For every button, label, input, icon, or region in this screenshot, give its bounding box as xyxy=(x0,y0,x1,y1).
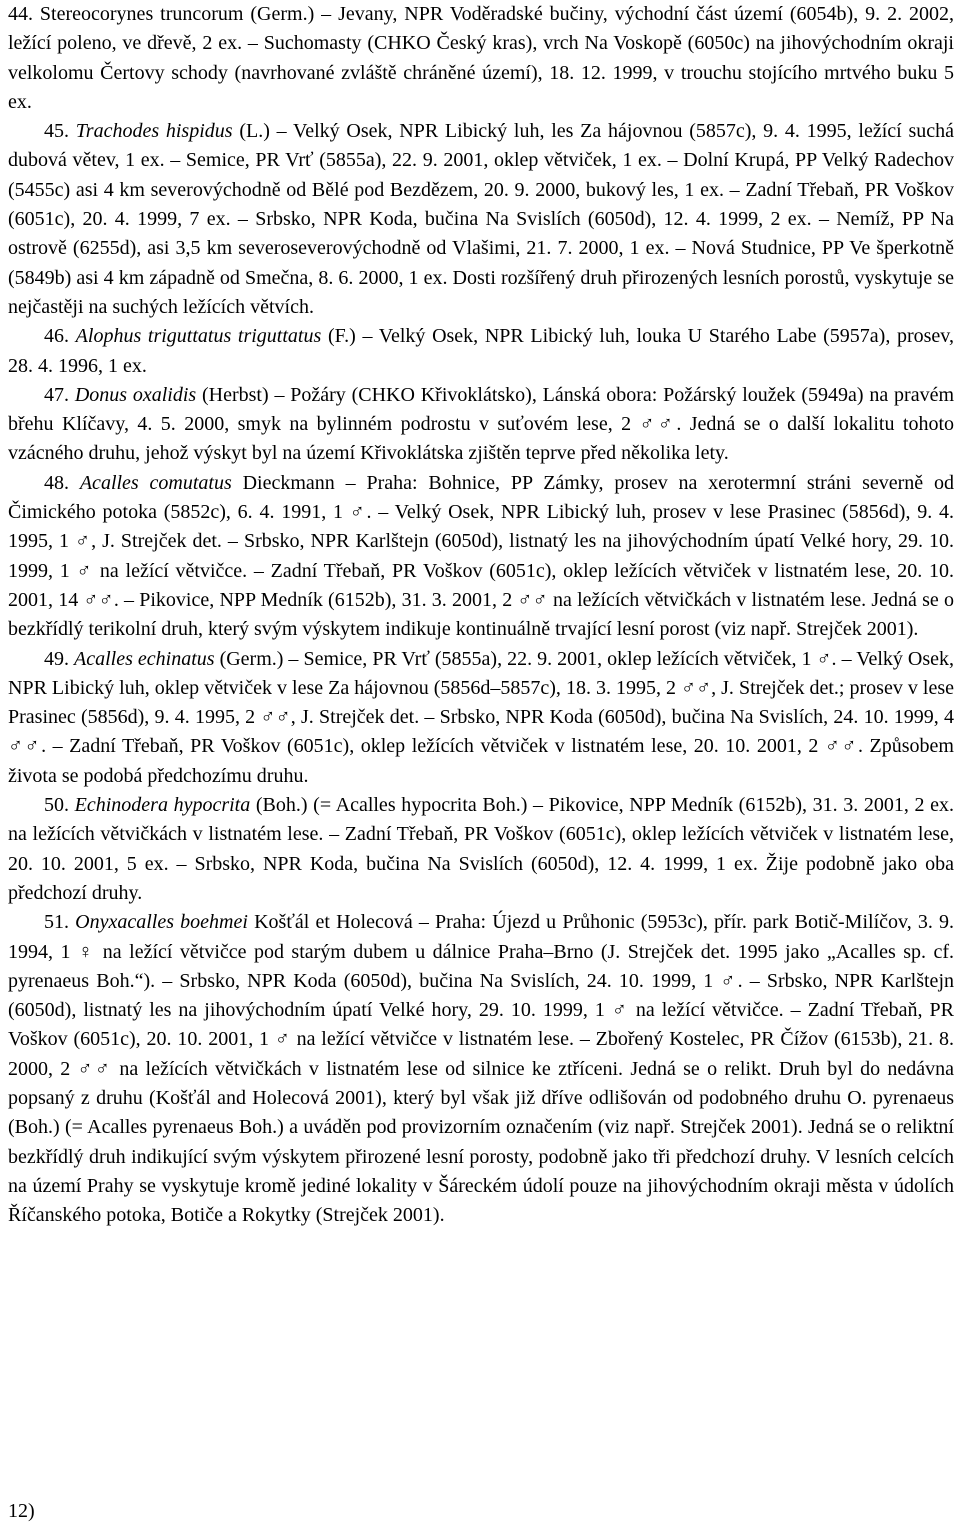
entry-49 xyxy=(8,645,954,791)
entry-51-taxon: Onyxacalles boehmei xyxy=(75,911,248,934)
entry-44-text: 44. Stereocorynes truncorum (Germ.) – Jevany, NPR Voděradské bučiny, východní část území (6054b), 9. 2. 2002, ležící poleno, ve dřevě, 2 ex. – Suchomasty (CHKO Český kras), vrch Na Voskopě (6050c) na jihovýchodním okraji velkolomu Čertovy schody (navrhované zvláště chráněné území), 18. 12. 1999, v trouchu stojícího mrtvého buku 5 ex. xyxy=(8,3,954,113)
entry-50 xyxy=(8,791,954,908)
entry-48 xyxy=(8,469,954,645)
entry-50-text: (Boh.) (= Acalles hypocrita Boh.) – Pikovice, NPP Medník (6152b), 31. 3. 2001, 2 ex. na ležících větvičkách v listnatém lese. – Zadní Třebaň, PR Voškov (6051c), oklep ležících větviček v listnatém lese, 20. 10. 2001, 5 ex. – Srbsko, NPR Koda, bučina Na Svislích (6050d), 12. 4. 1999, 1 ex. Žije podobně jako oba předchozí druhy. xyxy=(8,794,955,904)
entry-44 xyxy=(8,0,954,117)
entry-49-number: 49. xyxy=(44,647,69,670)
entry-45 xyxy=(8,117,954,322)
entry-46-number: 46. xyxy=(44,325,69,348)
entry-50-number: 50. xyxy=(44,794,69,817)
entry-45-text: (L.) – Velký Osek, NPR Libický luh, les Za hájovnou (5857c), 9. 4. 1995, ležící suchá dubová větev, 1 ex. – Semice, PR Vrť (5855a), 22. 9. 2001, oklep větviček, 1 ex. – Dolní Krupá, PP Velký Radechov (5455c) asi 4 km severovýchodně od Bělé pod Bezdězem, 20. 9. 2000, bukový les, 1 ex. – Zadní Třebaň, PR Voškov (6051c), 20. 4. 1999, 7 ex. – Srbsko, NPR Koda, bučina Na Svislích (6050d), 12. 4. 1999, 2 ex. – Nemíž, PP Na ostrově (6255d), asi 3,5 km severoseverovýchodně od Vlašimi, 21. 7. 2000, 1 ex. – Nová Studnice, PP Ve šperkotně (5849b) asi 4 km západně od Smečna, 8. 6. 2000, 1 ex. Dosti rozšířený druh přirozených lesních porostů, vyskytuje se nejčastěji na suchých ležících větvích. xyxy=(8,120,955,318)
entry-45-taxon: Trachodes hispidus xyxy=(75,120,233,143)
entry-50-taxon: Echinodera hypocrita xyxy=(74,794,251,817)
entry-48-text: Dieckmann – Praha: Bohnice, PP Zámky, prosev na xerotermní stráni severně od Čimického potoka (5852c), 6. 4. 1991, 1 ♂. – Velký Osek, NPR Libický luh, prosev v lese Prasinec (5856d), 9. 4. 1995, 1 ♂, J. Strejček det. – Srbsko, NPR Karlštejn (6050d), listnatý les na jihovýchodním úpatí Velké hory, 29. 10. 1999, 1 ♂ na ležící větvičce. – Zadní Třebaň, PR Voškov (6051c), oklep ležících větviček v listnatém lese, 20. 10. 2001, 14 ♂♂. – Pikovice, NPP Medník (6152b), 31. 3. 2001, 2 ♂♂ na ležících větvičkách v listnatém lese. Jedná se o bezkřídlý terikolní druh, který svým výskytem indikuje kontinuálně trvající lesní porost (viz např. Strejček 2001). xyxy=(8,471,955,641)
entry-45-number: 45. xyxy=(44,120,69,143)
entry-49-taxon: Acalles echinatus xyxy=(74,647,215,670)
entry-46-taxon: Alophus triguttatus triguttatus xyxy=(75,325,322,348)
entry-47-text: (Herbst) – Požáry (CHKO Křivoklátsko), Lánská obora: Požárský loužek (5949a) na pravém břehu Klíčavy, 4. 5. 2000, smyk na bylinném podrostu v suťovém lese, 2 ♂♂. Jedná se o další lokalitu tohoto vzácného druhu, jehož výskyt byl na území Křivoklátska zjištěn teprve před několika lety. xyxy=(8,383,955,465)
entry-47-number: 47. xyxy=(44,383,69,406)
document-body xyxy=(8,0,954,1230)
entry-46-text: (F.) – Velký Osek, NPR Libický luh, louka U Starého Labe (5957a), prosev, 28. 4. 1996, 1 ex. xyxy=(8,325,955,377)
page-number: 12) xyxy=(8,1500,35,1522)
entry-48-taxon: Acalles comutatus xyxy=(79,471,232,494)
entry-47 xyxy=(8,381,954,469)
entry-48-number: 48. xyxy=(44,471,69,494)
entry-46 xyxy=(8,322,954,381)
entry-51-number: 51. xyxy=(44,911,69,934)
entry-51 xyxy=(8,908,954,1230)
entry-47-taxon: Donus oxalidis xyxy=(74,383,197,406)
entry-51-text: Košťál et Holecová – Praha: Újezd u Průhonic (5953c), přír. park Botič-Milíčov, 3. 9. 1994, 1 ♀ na ležící větvičce pod starým dubem u dálnice Praha–Brno (J. Strejček det. 1995 jako „Acalles sp. cf. pyrenaeus Boh.“). – Srbsko, NPR Koda (6050d), bučina Na Svislích, 24. 10. 1999, 1 ♂. – Srbsko, NPR Karlštejn (6050d), listnatý les na jihovýchodním úpatí Velké hory, 29. 10. 1999, 1 ♂ na ležící větvičce. – Zadní Třebaň, PR Voškov (6051c), 20. 10. 2001, 1 ♂ na ležící větvičce v listnatém lese. – Zbořený Kostelec, PR Čížov (6153b), 21. 8. 2000, 2 ♂♂ na ležících větvičkách v listnatém lese od silnice ke ztříceni. Jedná se o relikt. Druh byl do nedávna popsaný z druhu (Košťál and Holecová 2001), který byl však již dříve odlišován od podobného druhu O. pyrenaeus (Boh.) (= Acalles pyrenaeus Boh.) a uváděn pod provizorním označením (viz např. Strejček 2001). Jedná se o reliktní bezkřídlý druh indikující svým výskytem přirozené lesní porosty, podobně jako tři předchozí druhy. V lesních celcích na území Prahy se vyskytuje kromě jediné lokality v Šáreckém údolí pouze na jihovýchodním okraji města v údolích Říčanského potoka, Botiče a Rokytky (Strejček 2001). xyxy=(8,911,955,1227)
entry-49-text: (Germ.) – Semice, PR Vrť (5855a), 22. 9. 2001, oklep ležících větviček, 1 ♂. – Velký Osek, NPR Libický luh, oklep větviček v lese Za hájovnou (5856d–5857c), 18. 3. 1995, 2 ♂♂, J. Strejček det.; prosev v lese Prasinec (5856d), 9. 4. 1995, 2 ♂♂, J. Strejček det. – Srbsko, NPR Koda (6050d), bučina Na Svislích, 24. 10. 1999, 4 ♂♂. – Zadní Třebaň, PR Voškov (6051c), oklep ležících větviček v listnatém lese, 20. 10. 2001, 2 ♂♂. Způsobem života se podobá předchozímu druhu. xyxy=(8,647,954,787)
